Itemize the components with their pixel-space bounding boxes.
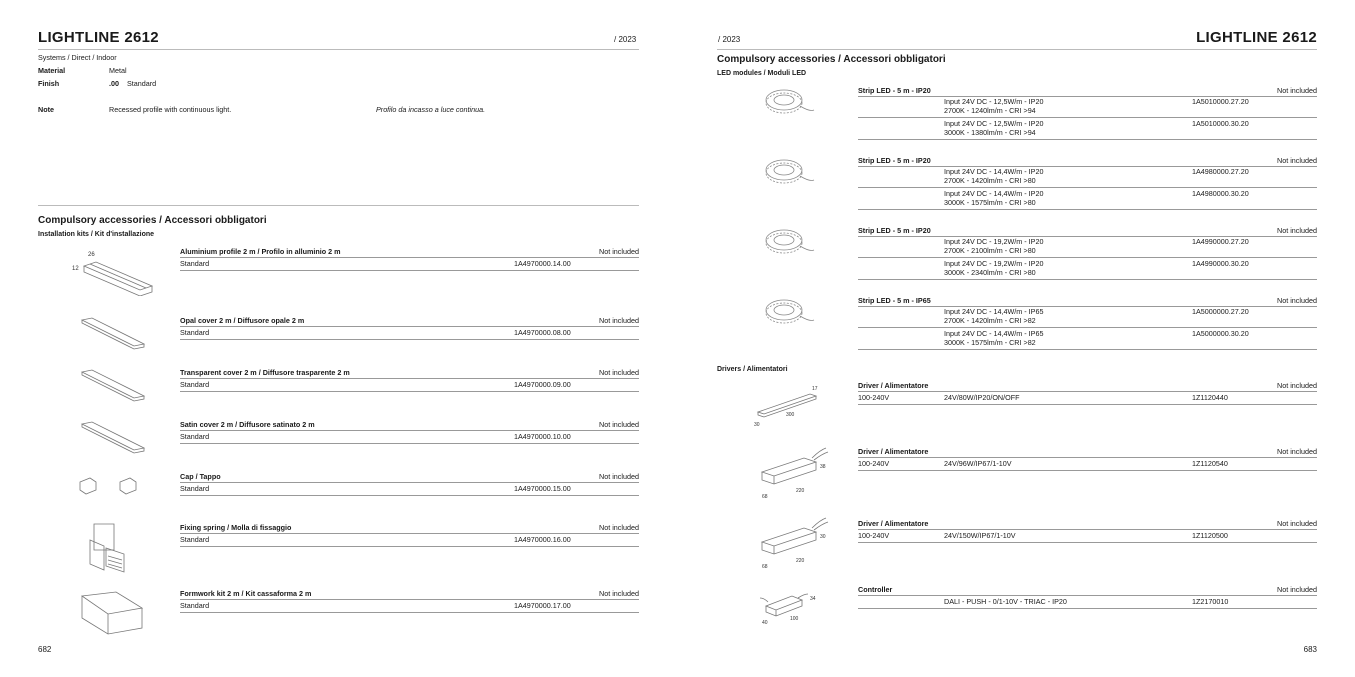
divider [180, 378, 639, 379]
led-strip-item [858, 86, 1317, 146]
dimension-label: 26 [88, 252, 95, 258]
item-status: Not included [599, 472, 639, 481]
divider [38, 205, 639, 206]
divider [180, 482, 639, 483]
formwork-kit-image [76, 588, 148, 638]
spec-line: 2700K - 2100lm/m - CRI >80 [944, 245, 1036, 255]
driver-image [752, 516, 832, 572]
driver-item [858, 519, 1317, 545]
note-italian: Profilo da incasso a luce continua. [376, 105, 486, 114]
divider [180, 599, 639, 600]
spec-line: Input 24V DC - 14,4W/m - IP20 [944, 167, 1044, 176]
item-name: Transparent cover 2 m / Diffusore trasparente 2 m [180, 368, 350, 377]
dimension-label: 220 [796, 488, 805, 494]
divider [858, 529, 1317, 530]
item-code: 1A4970000.15.00 [514, 484, 571, 493]
divider [180, 257, 639, 258]
item-code: 1A4970000.17.00 [514, 601, 571, 610]
spec-line: Input 24V DC - 19,2W/m - IP20 [944, 237, 1044, 246]
dimension-label: 68 [762, 564, 768, 570]
item-code: 1A4970000.16.00 [514, 535, 571, 544]
divider [858, 391, 1317, 392]
item-status: Not included [1277, 296, 1317, 305]
divider [38, 49, 639, 50]
spec-line: 3000K - 2340lm/m - CRI >80 [944, 267, 1036, 277]
item-variant: Standard [180, 601, 210, 610]
divider [180, 339, 639, 340]
spec-line: Input 24V DC - 14,4W/m - IP65 [944, 329, 1044, 338]
item-name: Opal cover 2 m / Diffusore opale 2 m [180, 316, 305, 325]
item-status: Not included [1277, 447, 1317, 456]
divider [180, 430, 639, 431]
item-code: 1Z1120540 [1192, 459, 1228, 468]
spec-line: Input 24V DC - 12,5W/m - IP20 [944, 97, 1044, 106]
item-name: Controller [858, 585, 893, 594]
item-status: Not included [599, 589, 639, 598]
divider [717, 49, 1317, 50]
divider [858, 279, 1317, 280]
item-status: Not included [1277, 226, 1317, 235]
page-number: 683 [1303, 645, 1317, 654]
driver-item [858, 447, 1317, 473]
item-status: Not included [1277, 381, 1317, 390]
item-status: Not included [1277, 86, 1317, 95]
led-strip-item [858, 226, 1317, 286]
divider [858, 257, 1317, 258]
item-name: Strip LED - 5 m - IP65 [858, 296, 931, 305]
item-status: Not included [599, 316, 639, 325]
item-code: 1Z2170010 [1192, 597, 1229, 606]
item-status: Not included [599, 368, 639, 377]
item-variant: Standard [180, 484, 210, 493]
item-name: Cap / Tappo [180, 472, 221, 481]
item-status: Not included [1277, 156, 1317, 165]
spec-line: 2700K - 1240lm/m - CRI >94 [944, 105, 1036, 115]
item-code: 1A4970000.09.00 [514, 380, 571, 389]
led-strip-item [858, 296, 1317, 356]
aluminium-profile-image [70, 248, 156, 296]
subsection-title: LED modules / Moduli LED [717, 70, 807, 77]
year-label: / 2023 [718, 35, 741, 44]
opal-cover-image [78, 314, 148, 350]
item-code: 1A5000000.27.20 [1192, 307, 1249, 316]
dimension-label: 220 [796, 558, 805, 564]
item-status: Not included [599, 420, 639, 429]
item-variant: Standard [180, 328, 210, 337]
accessory-item [180, 420, 639, 444]
material-value: Metal [109, 66, 127, 75]
driver-image [752, 444, 832, 502]
item-name: Aluminium profile 2 m / Profilo in alluminio 2 m [180, 247, 341, 256]
spec-line: 3000K - 1575lm/m - CRI >80 [944, 197, 1036, 207]
item-variant: Standard [180, 535, 210, 544]
item-name: Strip LED - 5 m - IP20 [858, 156, 931, 165]
divider [858, 209, 1317, 210]
right-page [678, 0, 1355, 677]
divider [858, 542, 1317, 543]
spec-line: 2700K - 1420lm/m - CRI >82 [944, 315, 1036, 325]
finish-code: .00 [109, 79, 119, 88]
dimension-label: 30 [820, 534, 826, 540]
led-strip-reel-image [762, 156, 816, 190]
divider [858, 327, 1317, 328]
divider [180, 391, 639, 392]
accessory-item [180, 247, 639, 271]
year-label: / 2023 [614, 35, 637, 44]
dimension-label: 30 [754, 422, 760, 428]
item-code: 1A4980000.30.20 [1192, 189, 1249, 198]
accessory-item [180, 316, 639, 340]
dimension-label: 38 [820, 464, 826, 470]
page-title: LIGHTLINE 2612 [1196, 29, 1317, 46]
driver-item [858, 381, 1317, 407]
finish-label: Finish [38, 79, 60, 88]
item-variant: Standard [180, 432, 210, 441]
finish-value: Standard [127, 79, 157, 88]
dimension-label: 12 [72, 266, 79, 272]
divider [858, 470, 1317, 471]
fixing-spring-image [84, 520, 134, 576]
transparent-cover-image [78, 366, 148, 402]
note-english: Recessed profile with continuous light. [109, 105, 232, 114]
item-status: Not included [599, 523, 639, 532]
item-code: 1Z1120440 [1192, 393, 1228, 402]
driver-voltage: 100-240V [858, 459, 890, 468]
item-name: Strip LED - 5 m - IP20 [858, 86, 931, 95]
accessory-item [180, 589, 639, 613]
spec-line: Input 24V DC - 14,4W/m - IP20 [944, 189, 1044, 198]
divider [180, 495, 639, 496]
driver-image [750, 380, 830, 430]
accessory-item [180, 368, 639, 392]
item-code: 1A5000000.30.20 [1192, 329, 1249, 338]
spec-line: Input 24V DC - 12,5W/m - IP20 [944, 119, 1044, 128]
led-strip-reel-image [762, 226, 816, 260]
spec-line: 3000K - 1575lm/m - CRI >82 [944, 337, 1036, 347]
dimension-label: 300 [786, 412, 795, 418]
controller-image [756, 584, 826, 628]
item-status: Not included [1277, 519, 1317, 528]
dimension-label: 34 [810, 596, 816, 602]
accessory-item [180, 472, 639, 496]
note-label: Note [38, 105, 54, 114]
item-code: 1A4970000.08.00 [514, 328, 571, 337]
divider [180, 612, 639, 613]
item-name: Fixing spring / Molla di fissaggio [180, 523, 292, 532]
material-label: Material [38, 66, 66, 75]
item-code: 1Z1120500 [1192, 531, 1228, 540]
spec-line: Input 24V DC - 19,2W/m - IP20 [944, 259, 1044, 268]
spec-line: 2700K - 1420lm/m - CRI >80 [944, 175, 1036, 185]
item-name: Strip LED - 5 m - IP20 [858, 226, 931, 235]
item-code: 1A4990000.30.20 [1192, 259, 1249, 268]
page-number: 682 [38, 645, 52, 654]
controller-item [858, 585, 1317, 611]
divider [180, 270, 639, 271]
divider [180, 533, 639, 534]
item-status: Not included [599, 247, 639, 256]
page-title: LIGHTLINE 2612 [38, 29, 159, 46]
item-name: Formwork kit 2 m / Kit cassaforma 2 m [180, 589, 312, 598]
spec-line: 3000K - 1380lm/m - CRI >94 [944, 127, 1036, 137]
item-name: Driver / Alimentatore [858, 447, 929, 456]
dimension-label: 68 [762, 494, 768, 500]
divider [858, 139, 1317, 140]
driver-spec: 24V/150W/IP67/1-10V [944, 531, 1016, 540]
led-strip-reel-image [762, 296, 816, 330]
item-code: 1A4990000.27.20 [1192, 237, 1249, 246]
systems-text: Systems / Direct / Indoor [38, 53, 117, 62]
divider [858, 608, 1317, 609]
divider [180, 546, 639, 547]
divider [180, 326, 639, 327]
satin-cover-image [78, 418, 148, 454]
led-strip-item [858, 156, 1317, 216]
item-code: 1A4970000.14.00 [514, 259, 571, 268]
divider [180, 443, 639, 444]
item-name: Satin cover 2 m / Diffusore satinato 2 m [180, 420, 315, 429]
led-strip-reel-image [762, 86, 816, 120]
driver-spec: 24V/96W/IP67/1-10V [944, 459, 1012, 468]
item-code: 1A5010000.27.20 [1192, 97, 1249, 106]
spec-line: Input 24V DC - 14,4W/m - IP65 [944, 307, 1044, 316]
subsection-title: Drivers / Alimentatori [717, 366, 788, 373]
accessory-item [180, 523, 639, 547]
item-name: Driver / Alimentatore [858, 519, 929, 528]
driver-voltage: 100-240V [858, 531, 890, 540]
subsection-title: Installation kits / Kit d'installazione [38, 231, 155, 238]
driver-spec: 24V/80W/IP20/ON/OFF [944, 393, 1020, 402]
driver-spec: DALI - PUSH - 0/1-10V - TRIAC - IP20 [944, 597, 1067, 606]
divider [858, 349, 1317, 350]
divider [858, 457, 1317, 458]
dimension-label: 17 [812, 386, 818, 392]
driver-voltage: 100-240V [858, 393, 890, 402]
item-code: 1A4970000.10.00 [514, 432, 571, 441]
left-page [0, 0, 677, 677]
dimension-label: 100 [790, 616, 799, 622]
section-title: Compulsory accessories / Accessori obbligatori [717, 54, 946, 65]
item-name: Driver / Alimentatore [858, 381, 929, 390]
item-variant: Standard [180, 380, 210, 389]
divider [858, 595, 1317, 596]
cap-image [76, 472, 142, 496]
divider [858, 187, 1317, 188]
item-status: Not included [1277, 585, 1317, 594]
item-code: 1A5010000.30.20 [1192, 119, 1249, 128]
divider [858, 404, 1317, 405]
item-code: 1A4980000.27.20 [1192, 167, 1249, 176]
divider [858, 117, 1317, 118]
dimension-label: 40 [762, 620, 768, 626]
section-title: Compulsory accessories / Accessori obbligatori [38, 215, 267, 226]
item-variant: Standard [180, 259, 210, 268]
